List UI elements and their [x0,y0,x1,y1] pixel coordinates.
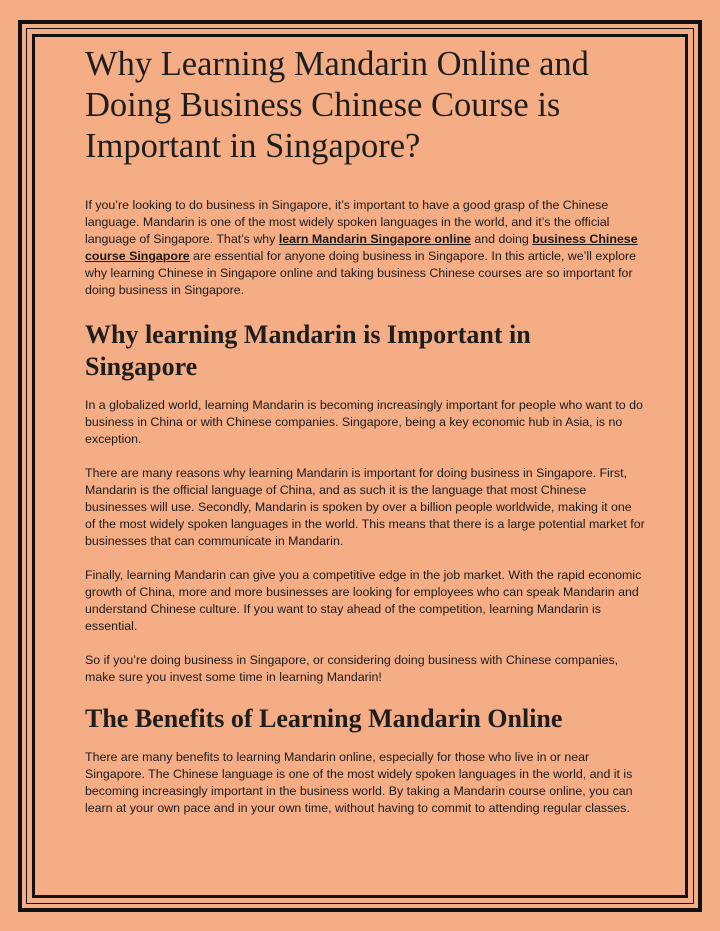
document-body [85,44,645,834]
section-paragraph: There are many benefits to learning Mandarin online, especially for those who live in or near Singapore. The Chinese language is one of the most widely spoken languages in the world, and it is becoming increasingly important in the business world. By taking a Mandarin course online, you can learn at your own pace and in your own time, without having to commit to attending regular classes. [85,750,633,815]
section-heading-benefits: The Benefits of Learning Mandarin Online [85,704,563,733]
section-paragraph: In a globalized world, learning Mandarin is becoming increasingly important for people who want to do business in China or with Chinese companies. Singapore, being a key economic hub in Asia, is no exception. [85,398,643,446]
intro-paragraph [85,197,645,299]
section-paragraph: Finally, learning Mandarin can give you a competitive edge in the job market. With the rapid economic growth of China, more and more businesses are looking for employees who can speak Mandarin and understand Chinese culture. If you want to stay ahead of the competition, learning Mandarin is essential. [85,568,642,633]
intro-text-2: and doing [470,232,533,246]
learn-mandarin-singapore-online-link[interactable]: learn Mandarin Singapore online [278,232,471,246]
intro-text-3: are essential for anyone doing business in Singapore. In this article, we’ll explore why learning Chinese in Singapore online and taking business Chinese courses are so important for doing business in Singapore. [85,249,636,297]
section-paragraph: So if you’re doing business in Singapore, or considering doing business with Chinese companies, make sure you invest some time in learning Mandarin! [85,653,619,684]
intro-text-1: If you’re looking to do business in Singapore, it’s important to have a good grasp of the Chinese language. Mandarin is one of the most widely spoken languages in the world, and it’s the official language of Singapore. That’s why [85,198,610,246]
page-title: Why Learning Mandarin Online and Doing Business Chinese Course is Important in Singapore? [85,45,589,165]
section-heading-importance: Why learning Mandarin is Important in Singapore [85,320,531,381]
section-paragraph: There are many reasons why learning Mandarin is important for doing business in Singapore. First, Mandarin is the official language of China, and as such it is the language that most Chinese businesses will use. Secondly, Mandarin is spoken by over a billion people worldwide, making it one of the most widely spoken languages in the world. This means that there is a large potential market for businesses that can communicate in Mandarin. [85,466,645,548]
business-chinese-course-singapore-link[interactable]: business Chinese course Singapore [85,232,638,263]
